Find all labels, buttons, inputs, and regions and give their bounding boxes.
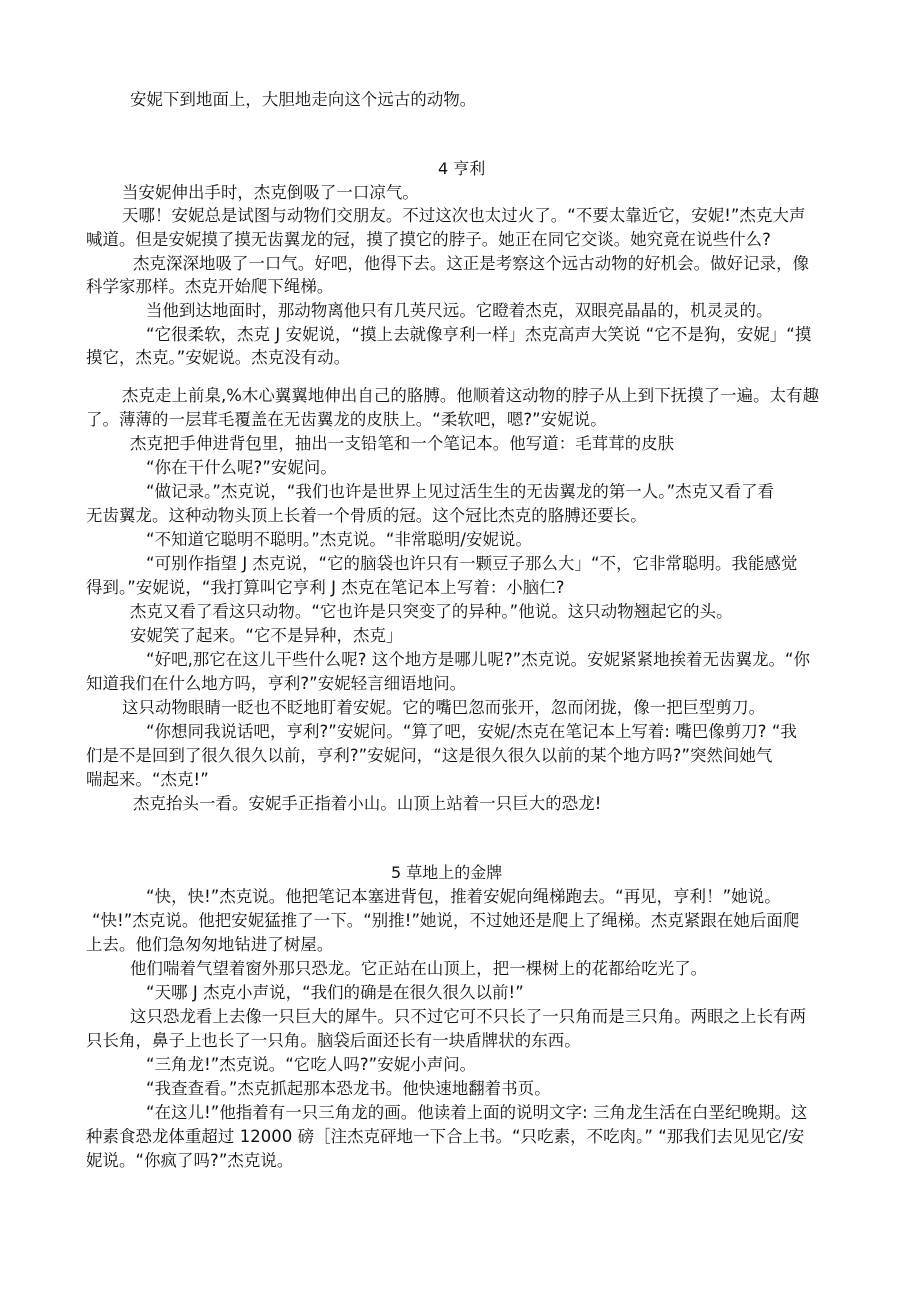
chapter-4-line: 喘起来。“杰克!” [86,770,209,789]
chapter-4-line: “好吧,那它在这儿干些什么呢? 这个地方是哪儿呢?”杰克说。安妮紧紧地挨着无齿翼龙。“你 [146,650,811,669]
chapter-4-line: 天哪！安妮总是试图与动物们交朋友。不过这次也太过火了。“不要太靠近它，安妮!”杰克大声 [122,206,806,225]
chapter-4-line: 们是不是回到了很久很久以前，亨利?”安妮问，“这是很久很久以前的某个地方吗?”突然间她气 [86,746,773,765]
chapter-5-line: “快!”杰克说。他把安妮猛推了一下。“别推!”她说，不过她还是爬上了绳梯。杰克紧跟在她后面爬 [92,911,800,930]
chapter-4-line: 当他到达地面时，那动物离他只有几英尺远。它瞪着杰克，双眼亮晶晶的，机灵灵的。 [146,301,773,320]
chapter-5-line: 妮说。“你疯了吗?”杰克说。 [86,1151,294,1170]
chapter-4-line: 得到。”安妮说，“我打算叫它亨利 J 杰克在笔记本上写着：小脑仁? [86,578,565,597]
chapter-4-line: “它很柔软，杰克 J 安妮说，“摸上去就像亨利一样」杰克高声大笑说 “它不是狗，安妮」“摸 [146,325,812,344]
chapter-5-line: 种素食恐龙体重超过 12000 磅［注杰克砰地一下合上书。“只吃素，不吃肉。” “那我们去见见它/安 [86,1127,805,1146]
chapter-5-line: “三角龙!”杰克说。“它吃人吗?”安妮小声问。 [146,1055,477,1074]
chapter-4-line: 安妮笑了起来。“它不是异种，杰克」 [130,626,403,645]
chapter-4-line: 了。薄薄的一层茸毛覆盖在无齿翼龙的皮肤上。“柔软吧，嗯?”安妮说。 [86,410,607,429]
chapter-4-line: 无齿翼龙。这种动物头顶上长着一个骨质的冠。这个冠比杰克的胳膊还要长。 [86,506,647,525]
chapter-5-line: 他们喘着气望着窗外那只恐龙。它正站在山顶上，把一棵树上的花都给吃光了。 [130,959,708,978]
chapter-4-line: 知道我们在什么地方吗，亨利?”安妮轻言细语地问。 [86,674,467,693]
chapter-4-title: 4 亨利 [438,159,486,178]
chapter-4-line: 杰克深深地吸了一口气。好吧，他得下去。这正是考察这个远古动物的好机会。做好记录，像 [133,254,810,273]
chapter-5-line: “快，快!”杰克说。他把笔记本塞进背包，推着安妮向绳梯跑去。“再见，亨利！”她说。 [146,887,781,906]
chapter-4-line: “不知道它聪明不聪明。”杰克说。“非常聪明/安妮说。 [146,530,532,549]
chapter-4-line: “可别作指望 J 杰克说，“它的脑袋也许只有一颗豆子那么大」“不，它非常聪明。我能感觉 [146,554,798,573]
chapter-4-line: 喊道。但是安妮摸了摸无齿翼龙的冠，摸了摸它的脖子。她正在同它交谈。她究竟在说些什么? [86,230,771,249]
chapter-5-line: “在这儿!”他指着有一只三角龙的画。他读着上面的说明文字: 三角龙生活在白垩纪晚期。这 [146,1103,808,1122]
chapter-4-line: 当安妮伸出手时，杰克倒吸了一口凉气。 [122,183,419,202]
chapter-5-line: 上去。他们急匆匆地钻进了树屋。 [86,935,334,954]
chapter-4-line: 杰克把手伸进背包里，抽出一支铅笔和一个笔记本。他写道：毛茸茸的皮肤 [130,434,675,453]
chapter-5-line: “我查查看。”杰克抓起那本恐龙书。他快速地翻着书页。 [146,1079,551,1098]
chapter-5-line: “天哪 J 杰克小声说，“我们的确是在很久很久以前!” [146,983,524,1002]
chapter-4-line: 杰克又看了看这只动物。“它也许是只突变了的异种。”他说。这只动物翘起它的头。 [130,602,733,621]
intro-paragraph: 安妮下到地面上，大胆地走向这个远古的动物。 [130,90,477,109]
chapter-4-line: 杰克走上前臬,%木心翼翼地伸出自己的胳膊。他顺着这动物的脖子从上到下抚摸了一遍。太有趣 [122,386,820,405]
chapter-4-line: “你在干什么呢?”安妮问。 [146,458,337,477]
chapter-5-line: 这只恐龙看上去像一只巨大的犀牛。只不过它可不只长了一只角而是三只角。两眼之上长有两 [130,1007,807,1026]
chapter-4-line: 科学家那样。杰克开始爬下绳梯。 [86,277,334,296]
chapter-4-line: “你想同我说话吧，亨利?”安妮问。“算了吧，安妮/杰克在笔记本上写着: 嘴巴像剪刀? “我 [146,722,797,741]
chapter-5-line: 只长角，鼻子上也长了一只角。脑袋后面还长有一块盾牌状的东西。 [86,1031,581,1050]
chapter-4-line: 这只动物眼睛一眨也不眨地盯着安妮。它的嘴巴忽而张开，忽而闭拢，像一把巨型剪刀。 [122,698,766,717]
chapter-4-line: 杰克抬头一看。安妮手正指着小山。山顶上站着一只巨大的恐龙! [133,794,602,813]
chapter-4-line: 摸它，杰克。”安妮说。杰克没有动。 [86,348,351,367]
chapter-4-line: “做记录。”杰克说，“我们也许是世界上见过活生生的无齿翼龙的第一人。”杰克又看了看 [146,482,775,501]
chapter-5-title: 5 草地上的金牌 [391,863,503,882]
